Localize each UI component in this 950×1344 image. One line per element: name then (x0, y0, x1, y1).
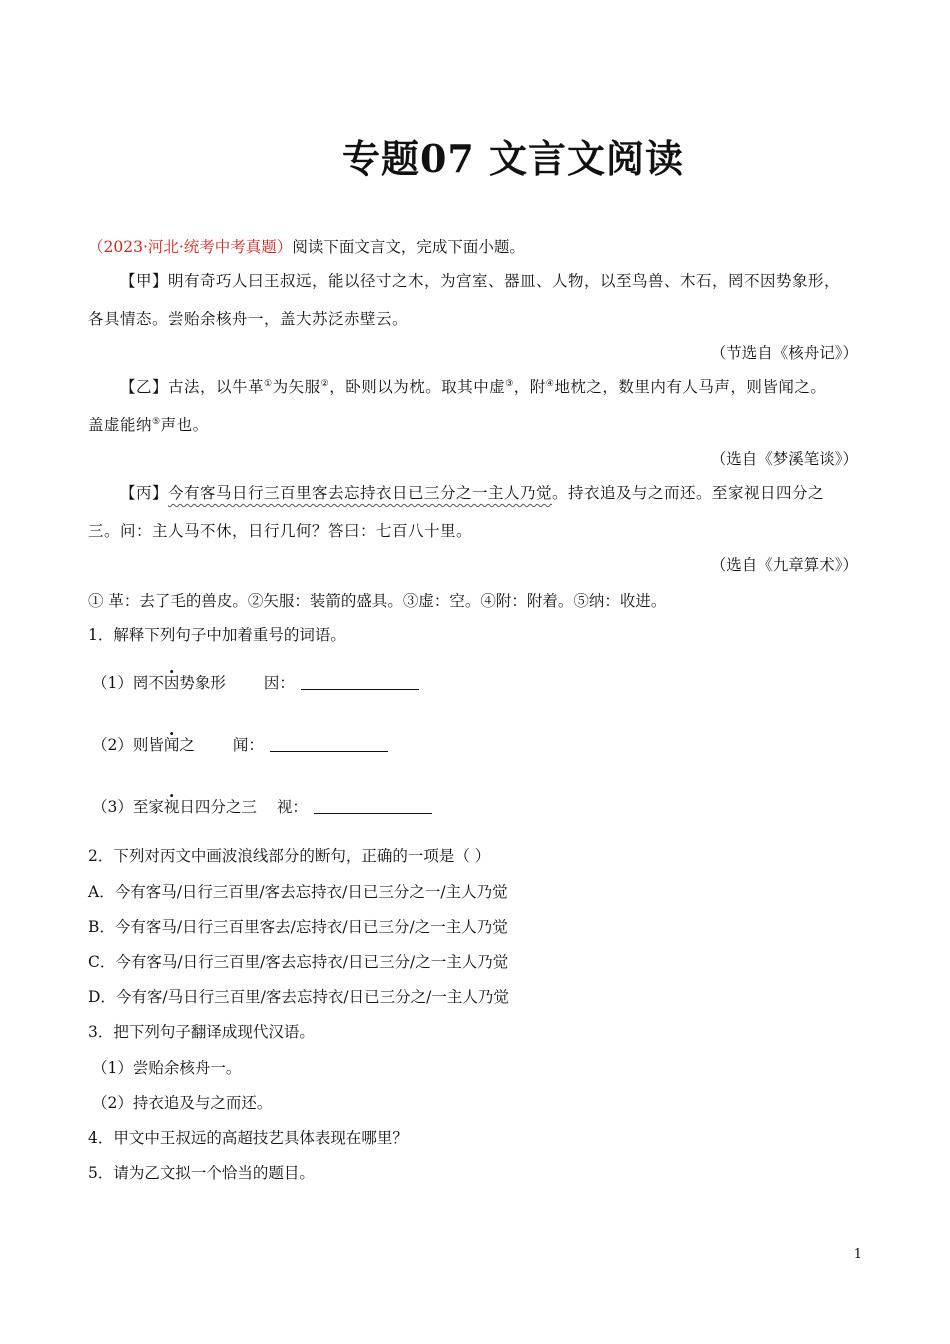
footnote-mark: ③ (505, 379, 514, 389)
bing-label: 【丙】 (120, 484, 169, 502)
yi-text: ，卧则以为枕。取其中虚 (329, 378, 506, 396)
emphasis-char: 闻 (163, 736, 180, 754)
jia-line-2: 各具情态。尝贻余核舟一，盖大苏泛赤壁云。 (88, 310, 409, 328)
q1-text: 日四分之三 (179, 798, 257, 816)
bing-wavy-text: 今有客马日行三百里客去忘持衣日已三分之一主人乃觉 (168, 484, 553, 502)
question-3-stem: 3．把下列句子翻译成现代汉语。 (88, 1023, 315, 1041)
intro-line (88, 236, 864, 258)
yi-label: 【乙】 (120, 378, 169, 396)
yi-text: 声也。 (160, 416, 209, 434)
q3-item-1: （1）尝贻余核舟一。 (92, 1059, 242, 1077)
page-number: 1 (853, 1247, 862, 1262)
yi-text: ，附 (513, 378, 546, 396)
yi-text: 盖虚能纳 (88, 416, 153, 434)
yi-source: （选自《梦溪笔谈》） (710, 450, 858, 468)
footnote-mark: ⑤ (152, 417, 161, 427)
footnote-mark: ② (320, 379, 330, 389)
answer-blank[interactable] (314, 799, 432, 814)
option-c[interactable]: C．今有客马/日行三百里/客去忘持衣/日已三分/之一主人乃觉 (88, 953, 509, 971)
q1-text: 势象形 (179, 674, 226, 692)
question-1-stem: 1．解释下列句子中加着重号的词语。 (88, 626, 346, 644)
footnote-mark: ④ (545, 379, 555, 389)
q1-text: 之 (179, 736, 195, 754)
option-a[interactable]: A．今有客马/日行三百里/客去忘持衣/日已三分之一/主人乃觉 (88, 883, 508, 901)
question-2-stem: 2．下列对丙文中画波浪线部分的断句，正确的一项是（ ） (88, 847, 491, 865)
emphasis-char: 因 (163, 674, 180, 692)
exam-source: （2023·河北·统考中考真题） (88, 238, 293, 256)
yi-text: 地枕之，数里内有人马声，则皆闻之。 (554, 378, 827, 396)
yi-text: 古法，以牛革 (168, 378, 265, 396)
emphasis-char: 视 (163, 798, 180, 816)
answer-blank[interactable] (301, 675, 419, 690)
yi-line-1 (120, 376, 864, 398)
q3-item-2: （2）持衣追及与之而还。 (92, 1094, 273, 1112)
q1-text: （2）则皆 (92, 736, 164, 754)
footnote-mark: ① (264, 379, 273, 389)
intro-text: 阅读下面文言文，完成下面小题。 (292, 238, 525, 256)
footnotes: ① 革：去了毛的兽皮。②矢服：装箭的盛具。③虚：空。④附：附着。⑤纳：收进。 (88, 592, 667, 610)
q1-word: 闻： (232, 736, 264, 754)
bing-source: （选自《九章算术》） (710, 556, 858, 574)
jia-label: 【甲】 (120, 272, 169, 290)
answer-blank[interactable] (270, 737, 388, 752)
bing-line-2: 三。问：主人马不休，日行几何？答曰：七百八十里。 (88, 522, 473, 540)
q1-item-2 (92, 734, 864, 756)
question-4: 4．甲文中王叔远的高超技艺具体表现在哪里？ (88, 1129, 408, 1147)
q1-item-3 (92, 796, 864, 818)
yi-text: 为矢服 (272, 378, 321, 396)
option-b[interactable]: B．今有客马/日行三百里客去/忘持衣/日已三分/之一主人乃觉 (88, 918, 508, 936)
q1-text: （1）罔不 (92, 674, 164, 692)
page-title: 专题07 文言文阅读 (341, 136, 685, 181)
bing-text: 。持衣追及与之而还。至家视日四分之 (552, 484, 825, 502)
jia-line-1 (120, 270, 864, 292)
jia-source: （节选自《核舟记》） (710, 344, 858, 362)
q1-word: 因： (263, 674, 295, 692)
bing-line-1 (120, 482, 864, 504)
q1-word: 视： (276, 798, 308, 816)
question-5: 5．请为乙文拟一个恰当的题目。 (88, 1164, 315, 1182)
yi-line-2 (88, 414, 864, 436)
jia-text-1: 明有奇巧人曰王叔远，能以径寸之木，为宫室、器皿、人物，以至鸟兽、木石，罔不因势象形， (168, 272, 841, 290)
option-d[interactable]: D．今有客/马日行三百里/客去忘持衣/日已三分之/一主人乃觉 (88, 988, 509, 1006)
q1-item-1 (92, 672, 864, 694)
q1-text: （3）至家 (92, 798, 164, 816)
